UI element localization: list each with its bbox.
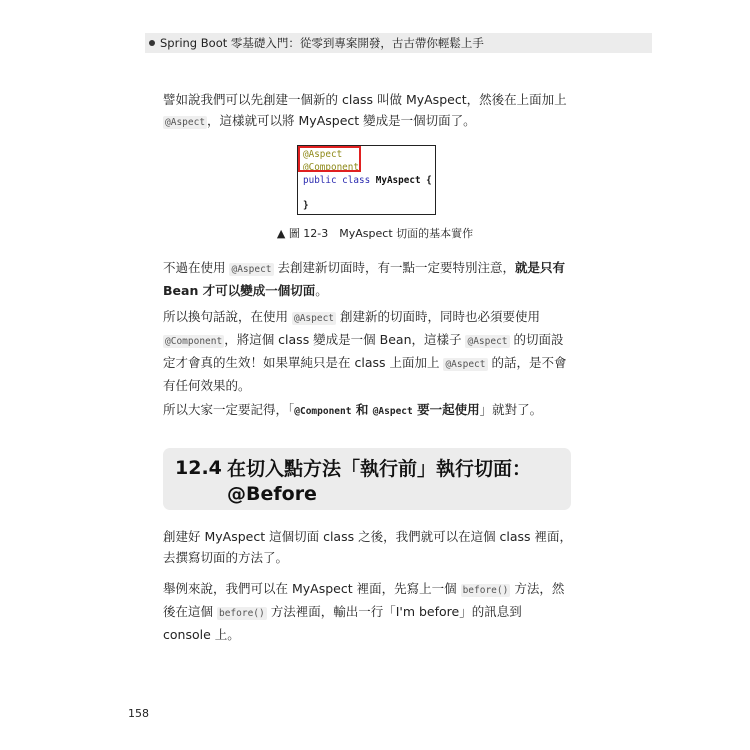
p4-inline-code-2: @Aspect [372, 406, 413, 417]
p1-text-a: 譬如說我們可以先創建一個新的 class 叫做 MyAspect，然後在上面加上 [163, 92, 567, 107]
p6-text-a: 舉例來說，我們可以在 MyAspect 裡面，先寫上一個 [163, 581, 461, 596]
paragraph-5: 創建好 MyAspect 這個切面 class 之後，我們就可以在這個 class 裡面，去撰寫切面的方法了。 [163, 529, 573, 565]
bullet-icon [149, 40, 155, 46]
p4-bold-and: 和 [351, 402, 373, 417]
p3-inline-code-3: @Aspect [467, 336, 508, 347]
section-number: 12.4 [175, 457, 222, 479]
p1-text-b: ，這樣就可以將 MyAspect 變成是一個切面了。 [207, 113, 476, 128]
code-line-5: } [303, 200, 309, 211]
p4-bold-text: 要一起使用 [412, 402, 480, 417]
p4-text-d: 」就對了。 [479, 402, 543, 417]
paragraph-4 [163, 399, 573, 422]
section-title [227, 457, 557, 507]
p3-inline-code-4: @Aspect [445, 359, 486, 370]
code-line-3 [303, 175, 432, 186]
p3-text-e: 的話，是不會有任何效果的。 [163, 355, 567, 393]
p2-inline-code: @Aspect [231, 264, 272, 275]
paragraph-3 [163, 306, 573, 396]
p1-inline-code: @Aspect [165, 117, 206, 128]
p6-inline-code-2: before() [218, 608, 265, 619]
p2-text-c: 。 [315, 283, 328, 298]
section-title-line-2: @Before [227, 483, 317, 505]
running-header-text: Spring Boot 零基礎入門：從零到專案開發，古古帶你輕鬆上手 [160, 36, 484, 50]
p6-text-b: 方法，然後在這個 [163, 581, 565, 619]
running-header [145, 33, 652, 53]
page-number: 158 [128, 707, 149, 720]
p2-bold-text: 就是只有 Bean 才可以變成一個切面 [163, 260, 566, 298]
p4-text-a: 所以大家一定要記得，「 [163, 402, 295, 417]
p3-inline-code-1: @Aspect [293, 313, 335, 324]
paragraph-2 [163, 257, 573, 301]
code-class-name: MyAspect { [370, 175, 432, 186]
section-heading [163, 448, 571, 510]
paragraph-1 [163, 89, 573, 133]
p2-text-b: 去創建新切面時，有一點一定要特別注意， [273, 260, 516, 275]
section-title-line-1: 在切入點方法「執行前」執行切面： [227, 458, 532, 480]
p2-text-a: 不過在使用 [163, 260, 230, 275]
paragraph-6 [163, 578, 573, 645]
p3-inline-code-2: @Component [165, 336, 223, 347]
p3-text-d: 的切面設定才會真的生效！如果單純只是在 class 上面加上 [163, 332, 564, 370]
p6-inline-code-1: before() [462, 585, 509, 596]
p3-text-a: 所以換句話說，在使用 [163, 309, 292, 324]
p3-text-c: ，將這個 class 變成是一個 Bean，這樣子 [224, 332, 466, 347]
code-line-2: @Component [303, 162, 359, 173]
p4-inline-code-1: @Component [294, 406, 352, 417]
code-keyword: public class [303, 175, 371, 186]
code-line-1: @Aspect [303, 149, 343, 160]
figure-caption: ▲ 圖 12-3 MyAspect 切面的基本實作 [276, 227, 474, 240]
p6-text-c: 方法裡面，輸出一行「I'm before」的訊息到 console 上。 [163, 604, 522, 642]
highlight-box [298, 146, 361, 172]
p3-text-b: 創建新的切面時，同時也必須要使用 [336, 309, 541, 324]
